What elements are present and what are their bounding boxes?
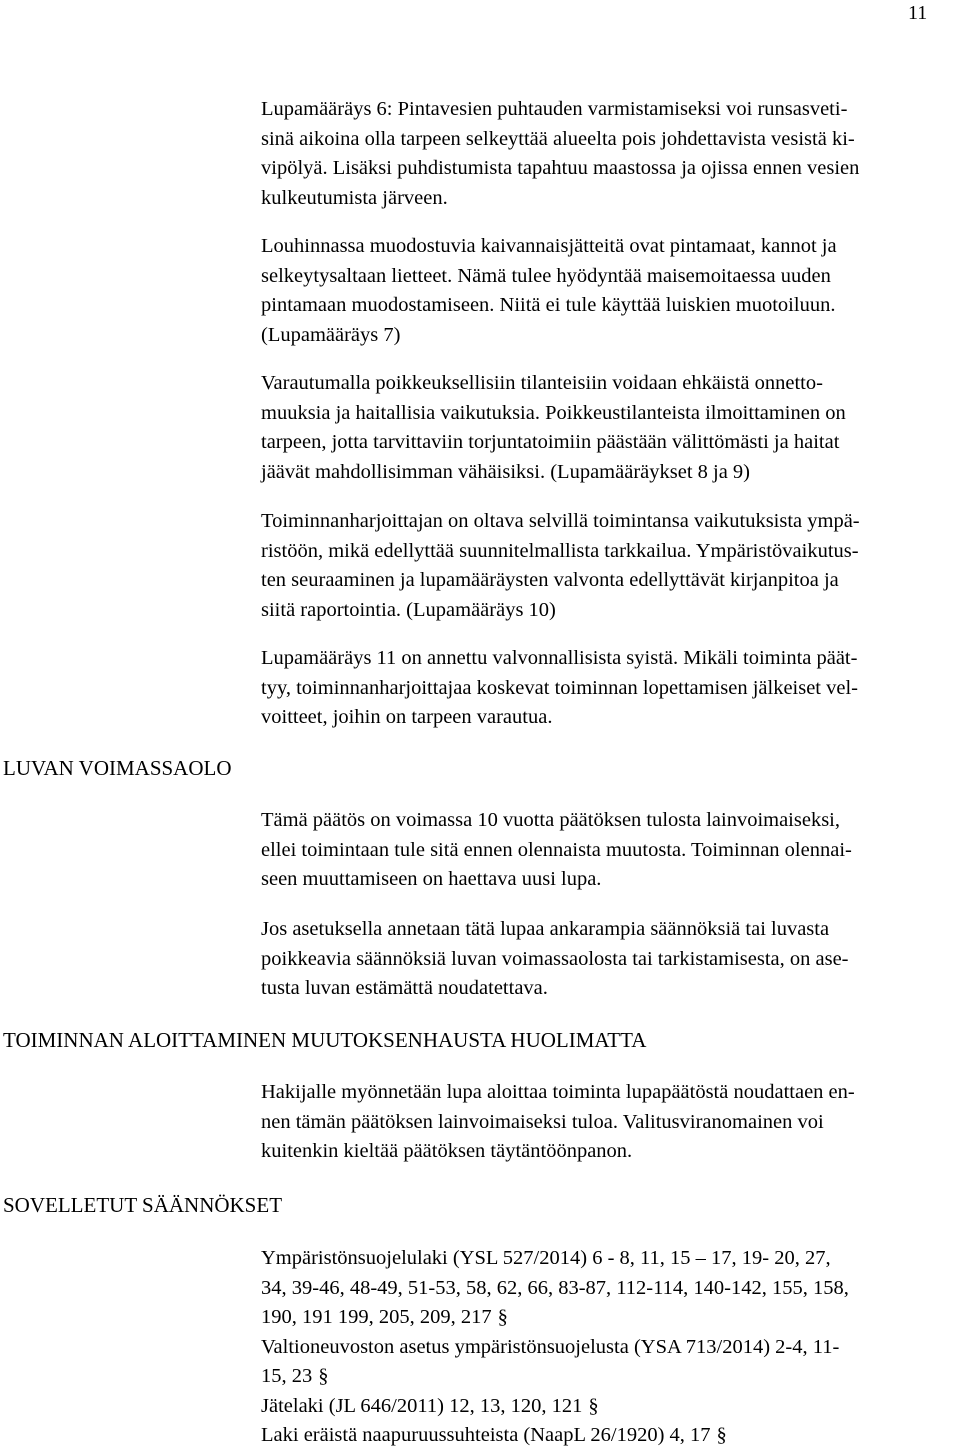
provision-line: Jätelaki (JL 646/2011) 12, 13, 120, 121 § — [261, 1392, 951, 1422]
text-line: poikkeavia säännöksiä luvan voimassaolosta tai tarkistamisesta, on ase- — [261, 947, 849, 970]
text-line: (Lupamääräys 7) — [261, 323, 401, 346]
text-line: tyy, toiminnanharjoittajaa koskevat toiminnan lopettamisen jälkeiset vel- — [261, 676, 859, 699]
text-line: Tämä päätös on voimassa 10 vuotta päätöksen tulosta lainvoimaiseksi, — [261, 809, 841, 831]
paragraph-asetus — [261, 915, 951, 1004]
paragraph-varautuminen — [261, 369, 951, 487]
text-line: Jos asetuksella annetaan tätä lupaa ankarampia säännöksiä tai luvasta — [261, 918, 830, 940]
provision-line: 34, 39-46, 48-49, 51-53, 58, 62, 66, 83-87, 112-114, 140-142, 155, 158, — [261, 1276, 849, 1299]
text-line: Toiminnanharjoittajan on oltava selvillä toimintansa vaikutuksista ympä- — [261, 510, 860, 532]
text-line: Hakijalle myönnetään lupa aloittaa toiminta lupapäätöstä noudattaen en- — [261, 1081, 855, 1103]
paragraph-voimassaolo — [261, 806, 951, 895]
section-heading-luvan-voimassaolo: LUVAN VOIMASSAOLO — [3, 756, 232, 780]
text-line: siitä raportointia. (Lupamääräys 10) — [261, 598, 556, 621]
text-line: tarpeen, jotta tarvittaviin torjuntatoimiin päästään välittömästi ja haitat — [261, 431, 840, 453]
provision-line: Laki eräistä naapuruussuhteista (NaapL 26/1920) 4, 17 § — [261, 1421, 951, 1451]
section-heading-sovelletut-saannokset: SOVELLETUT SÄÄNNÖKSET — [3, 1193, 283, 1217]
text-line: Varautumalla poikkeuksellisiin tilanteisiin voidaan ehkäistä onnetto- — [261, 372, 823, 394]
text-line: Lupamääräys 11 on annettu valvonnallisista syistä. Mikäli toiminta päät- — [261, 647, 858, 669]
provision-line: 190, 191 199, 205, 209, 217 § — [261, 1303, 951, 1333]
paragraph-aloittaminen — [261, 1078, 951, 1167]
text-line: voitteet, joihin on tarpeen varautua. — [261, 706, 553, 728]
page-number: 11 — [908, 2, 928, 24]
paragraph-lupamaarays-6 — [261, 95, 951, 213]
paragraph-tarkkailu — [261, 507, 951, 625]
text-line: ellei toimintaan tule sitä ennen olennaista muutosta. Toiminnan olennai- — [261, 838, 852, 861]
text-line: sinä aikoina olla tarpeen selkeyttää alueelta pois johdettavista vesistä ki- — [261, 127, 855, 150]
provision-line: Ympäristönsuojelulaki (YSL 527/2014) 6 - 8, 11, 15 – 17, 19- 20, 27, — [261, 1247, 831, 1269]
section-sign-icon: § — [318, 1365, 329, 1387]
text-line: jäävät mahdollisimman vähäisiksi. (Lupamääräykset 8 ja 9) — [261, 460, 751, 483]
applied-provisions-list — [261, 1244, 951, 1451]
text-line: tusta luvan estämättä noudatettava. — [261, 977, 548, 999]
text-line: vipölyä. Lisäksi puhdistumista tapahtuu maastossa ja ojissa ennen vesien — [261, 157, 860, 179]
provision-line: Valtioneuvoston asetus ympäristönsuojelusta (YSA 713/2014) 2-4, 11- — [261, 1335, 840, 1358]
text-line: selkeytysaltaan lietteet. Nämä tulee hyödyntää maisemoitaessa uuden — [261, 264, 831, 287]
paragraph-lupamaarays-11 — [261, 644, 951, 733]
text-line: kulkeutumista järveen. — [261, 186, 448, 209]
text-line: ten seuraaminen ja lupamääräysten valvonta edellyttävät kirjanpitoa ja — [261, 569, 839, 591]
text-line: kuitenkin kieltää päätöksen täytäntöönpanon. — [261, 1140, 633, 1162]
paragraph-kaivannaisjatteet — [261, 232, 951, 350]
section-sign-icon: § — [588, 1394, 599, 1417]
section-sign-icon: § — [497, 1306, 508, 1328]
text-line: nen tämän päätöksen lainvoimaiseksi tuloa. Valitusviranomainen voi — [261, 1110, 824, 1133]
provision-line: 15, 23 § — [261, 1362, 951, 1392]
text-line: pintamaan muodostamiseen. Niitä ei tule käyttää luiskien muotoiluun. — [261, 294, 836, 316]
text-line: Louhinnassa muodostuvia kaivannaisjätteitä ovat pintamaat, kannot ja — [261, 235, 837, 257]
section-heading-toiminnan-aloittaminen: TOIMINNAN ALOITTAMINEN MUUTOKSENHAUSTA HUOLIMATTA — [3, 1028, 647, 1052]
text-line: muuksia ja haitallisia vaikutuksia. Poikkeustilanteista ilmoittaminen on — [261, 401, 846, 424]
section-sign-icon: § — [716, 1424, 727, 1446]
text-line: ristöön, mikä edellyttää suunnitelmallista tarkkailua. Ympäristövaikutus- — [261, 539, 859, 562]
text-line: Lupamääräys 6: Pintavesien puhtauden varmistamiseksi voi runsasveti- — [261, 98, 848, 120]
text-line: seen muuttamiseen on haettava uusi lupa. — [261, 868, 602, 890]
